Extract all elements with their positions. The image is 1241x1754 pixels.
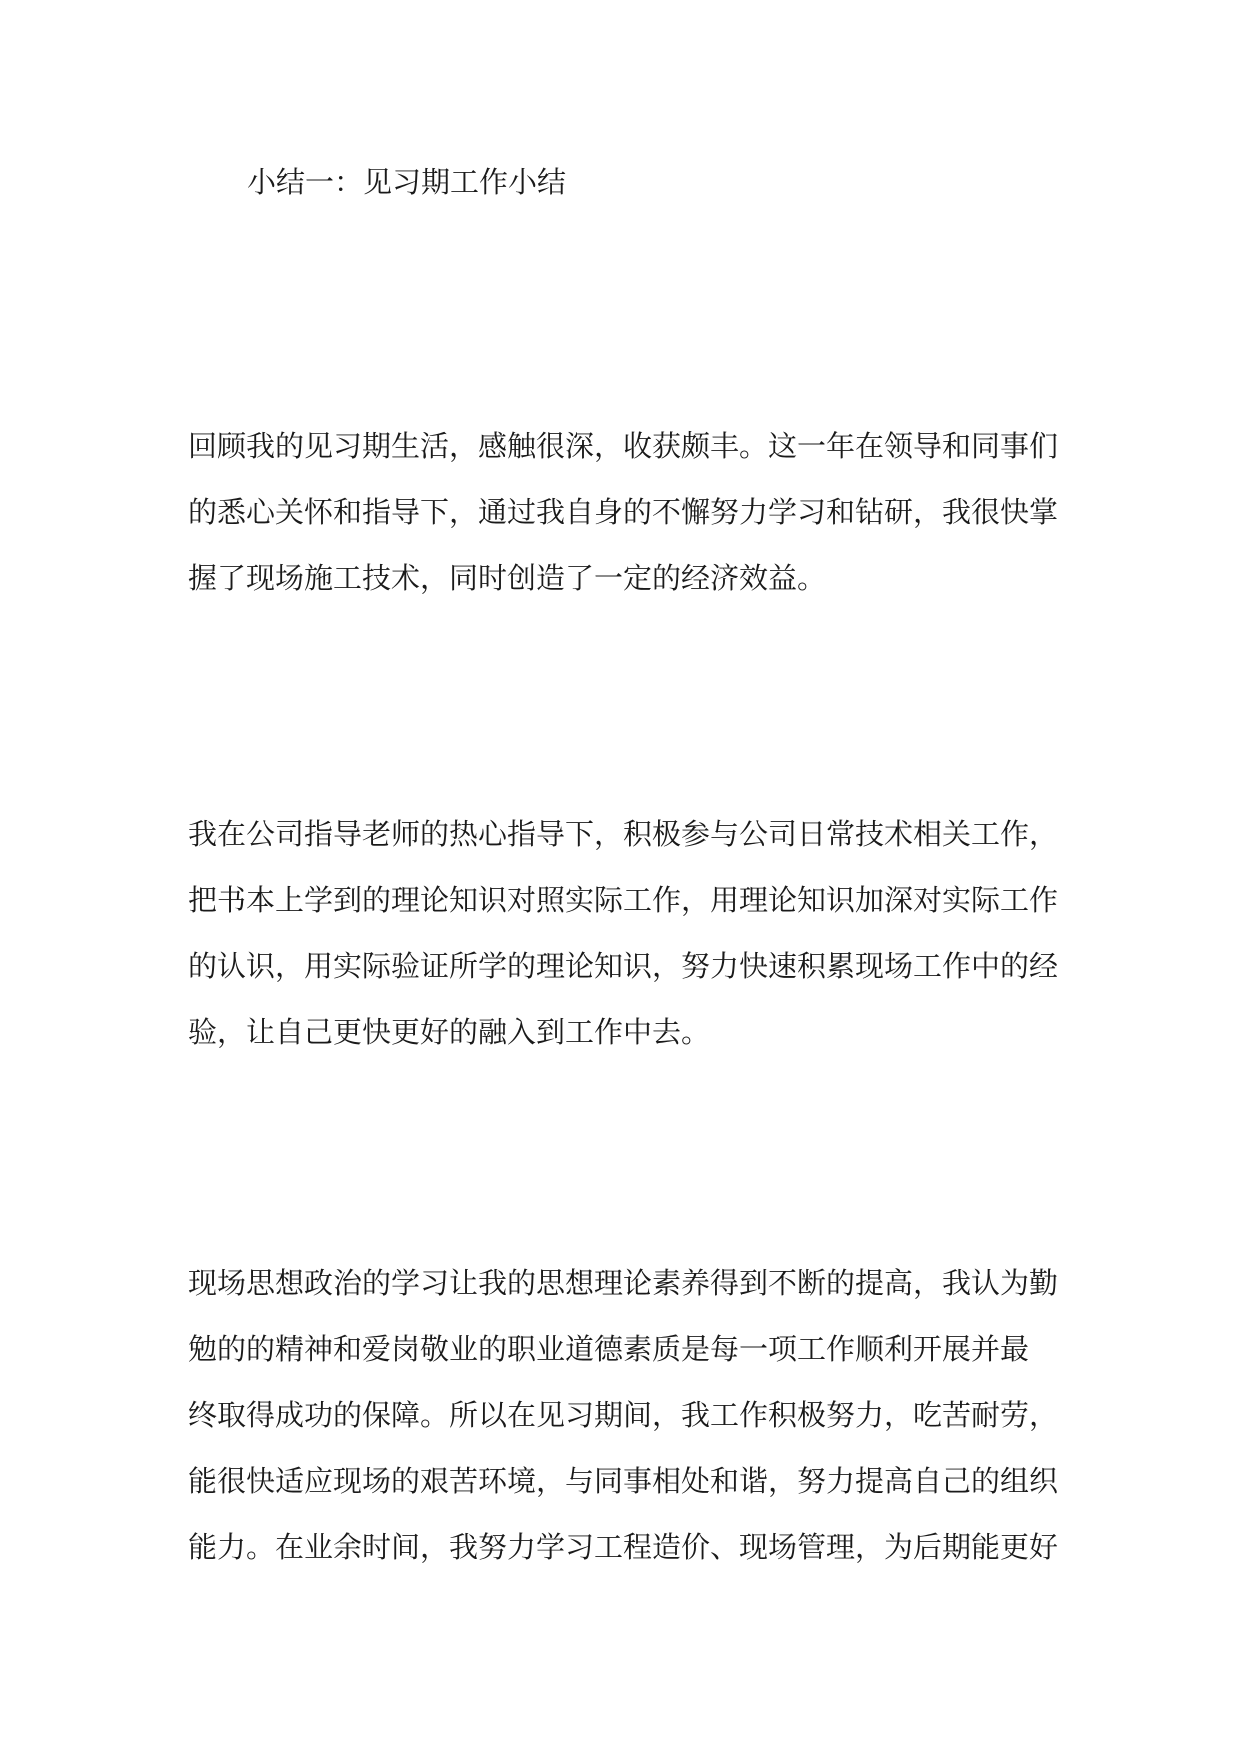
- paragraph-line: 能力。在业余时间，我努力学习工程造价、现场管理，为后期能更好: [188, 1530, 1059, 1564]
- paragraph-line: 我在公司指导老师的热心指导下，积极参与公司日常技术相关工作，: [188, 817, 1059, 851]
- paragraph-line: 能很快适应现场的艰苦环境，与同事相处和谐，努力提高自己的组织: [188, 1464, 1059, 1498]
- paragraph-line: 的悉心关怀和指导下，通过我自身的不懈努力学习和钻研，我很快掌: [188, 495, 1059, 529]
- paragraph-line: 验，让自己更快更好的融入到工作中去。: [188, 1015, 711, 1049]
- paragraph-3: [188, 1250, 1058, 1580]
- paragraph-line: 终取得成功的保障。所以在见习期间，我工作积极努力，吃苦耐劳，: [188, 1398, 1059, 1432]
- paragraph-line: 握了现场施工技术，同时创造了一定的经济效益。: [188, 561, 827, 595]
- document-title: 小结一：见习期工作小结: [247, 165, 567, 199]
- paragraph-2: [188, 801, 1058, 1065]
- paragraph-line: 的认识，用实际验证所学的理论知识，努力快速积累现场工作中的经: [188, 949, 1059, 983]
- paragraph-line: 勉的的精神和爱岗敬业的职业道德素质是每一项工作顺利开展并最: [188, 1332, 1030, 1366]
- paragraph-1: [188, 413, 1058, 611]
- paragraph-line: 回顾我的见习期生活，感触很深，收获颇丰。这一年在领导和同事们: [188, 429, 1059, 463]
- paragraph-line: 把书本上学到的理论知识对照实际工作，用理论知识加深对实际工作: [188, 883, 1059, 917]
- paragraph-line: 现场思想政治的学习让我的思想理论素养得到不断的提高，我认为勤: [188, 1266, 1059, 1300]
